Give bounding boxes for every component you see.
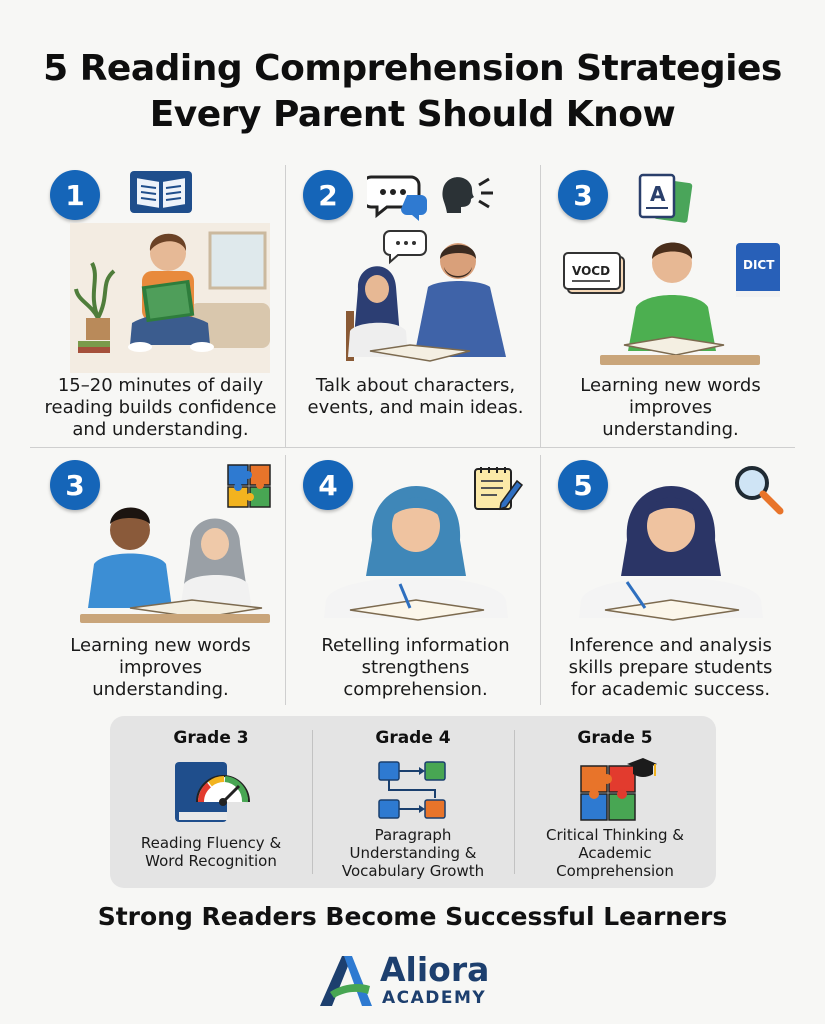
tagline: Strong Readers Become Successful Learners bbox=[97, 902, 728, 931]
strategy-card-4 bbox=[30, 455, 285, 725]
strategy-caption bbox=[38, 635, 283, 701]
book-gauge-icon bbox=[171, 756, 253, 826]
grade-label bbox=[110, 834, 312, 870]
open-book-icon bbox=[128, 167, 194, 217]
caption-line: understanding. bbox=[602, 419, 739, 440]
caption-line: strengthens bbox=[361, 657, 470, 678]
children-reading-together-illustration bbox=[50, 500, 275, 625]
strategy-grid bbox=[30, 165, 795, 705]
grade-label-line: Critical Thinking & bbox=[546, 826, 684, 844]
caption-line: Learning new words bbox=[70, 635, 251, 656]
strategy-caption bbox=[38, 375, 283, 441]
grade-label bbox=[514, 826, 716, 880]
caption-line: Talk about characters, bbox=[315, 375, 516, 396]
vocabulary-card-label: VOCD bbox=[572, 264, 611, 278]
speech-bubbles-icon bbox=[367, 169, 497, 221]
caption-line: and understanding. bbox=[72, 419, 249, 440]
grade-label bbox=[312, 826, 514, 880]
strategy-caption bbox=[293, 635, 538, 701]
brand-name: Aliora bbox=[380, 950, 490, 989]
brand-mark-icon bbox=[316, 952, 374, 1008]
strategy-caption bbox=[293, 375, 538, 419]
grade-label-line: Comprehension bbox=[556, 862, 674, 880]
strategy-number-badge: 2 bbox=[303, 170, 353, 220]
flowchart-icon bbox=[373, 756, 455, 826]
grade-3-column bbox=[110, 716, 312, 888]
grade-5-column bbox=[514, 716, 716, 888]
grade-title: Grade 3 bbox=[173, 728, 249, 748]
caption-line: events, and main ideas. bbox=[307, 397, 524, 418]
grade-4-column bbox=[312, 716, 514, 888]
caption-line: reading builds confidence bbox=[44, 397, 277, 418]
puzzle-graduation-cap-icon bbox=[575, 756, 657, 826]
caption-line: comprehension. bbox=[343, 679, 488, 700]
caption-line: Inference and analysis bbox=[569, 635, 772, 656]
flashcards-icon bbox=[634, 171, 698, 223]
caption-line: skills prepare students bbox=[568, 657, 773, 678]
grade-label-line: Vocabulary Growth bbox=[341, 862, 485, 880]
grid-divider bbox=[30, 447, 795, 448]
girl-analyzing-illustration bbox=[565, 460, 775, 625]
page-title bbox=[0, 46, 825, 138]
caption-line: improves bbox=[118, 657, 203, 678]
girl-writing-illustration bbox=[310, 460, 520, 625]
strategy-card-5 bbox=[285, 455, 540, 725]
brand-subtitle: ACADEMY bbox=[382, 988, 487, 1008]
caption-line: 15–20 minutes of daily bbox=[57, 375, 264, 396]
boy-writing-vocabulary-illustration bbox=[560, 227, 788, 373]
title-line-2: Every Parent Should Know bbox=[149, 94, 676, 135]
brand-logo bbox=[316, 950, 516, 1010]
caption-line: improves bbox=[628, 397, 713, 418]
dictionary-label: DICT bbox=[743, 258, 775, 272]
grade-levels-panel bbox=[110, 716, 716, 888]
strategy-number-badge: 3 bbox=[558, 170, 608, 220]
strategy-card-6 bbox=[540, 455, 795, 725]
caption-line: for academic success. bbox=[570, 679, 771, 700]
child-reading-illustration bbox=[70, 223, 270, 373]
grade-label-line: Paragraph bbox=[374, 826, 452, 844]
flashcard-letter: A bbox=[650, 182, 666, 206]
grade-label-line: Word Recognition bbox=[145, 852, 277, 870]
strategy-card-3 bbox=[540, 165, 795, 440]
strategy-caption bbox=[548, 635, 793, 701]
caption-line: understanding. bbox=[92, 679, 229, 700]
grade-label-line: Reading Fluency & bbox=[140, 834, 282, 852]
strategy-caption bbox=[548, 375, 793, 441]
strategy-number-badge: 1 bbox=[50, 170, 100, 220]
grade-label-line: Academic bbox=[578, 844, 652, 862]
caption-line: Retelling information bbox=[321, 635, 510, 656]
strategy-number-badge: 5 bbox=[558, 460, 608, 510]
grade-title: Grade 4 bbox=[375, 728, 451, 748]
parent-child-talking-illustration bbox=[320, 223, 520, 373]
strategy-number-badge: 3 bbox=[50, 460, 100, 510]
grade-title: Grade 5 bbox=[577, 728, 653, 748]
strategy-number-badge: 4 bbox=[303, 460, 353, 510]
strategy-card-2 bbox=[285, 165, 540, 435]
strategy-card-1 bbox=[30, 165, 285, 440]
grade-label-line: Understanding & bbox=[349, 844, 477, 862]
title-line-1: 5 Reading Comprehension Strategies bbox=[43, 48, 782, 89]
caption-line: Learning new words bbox=[580, 375, 761, 396]
